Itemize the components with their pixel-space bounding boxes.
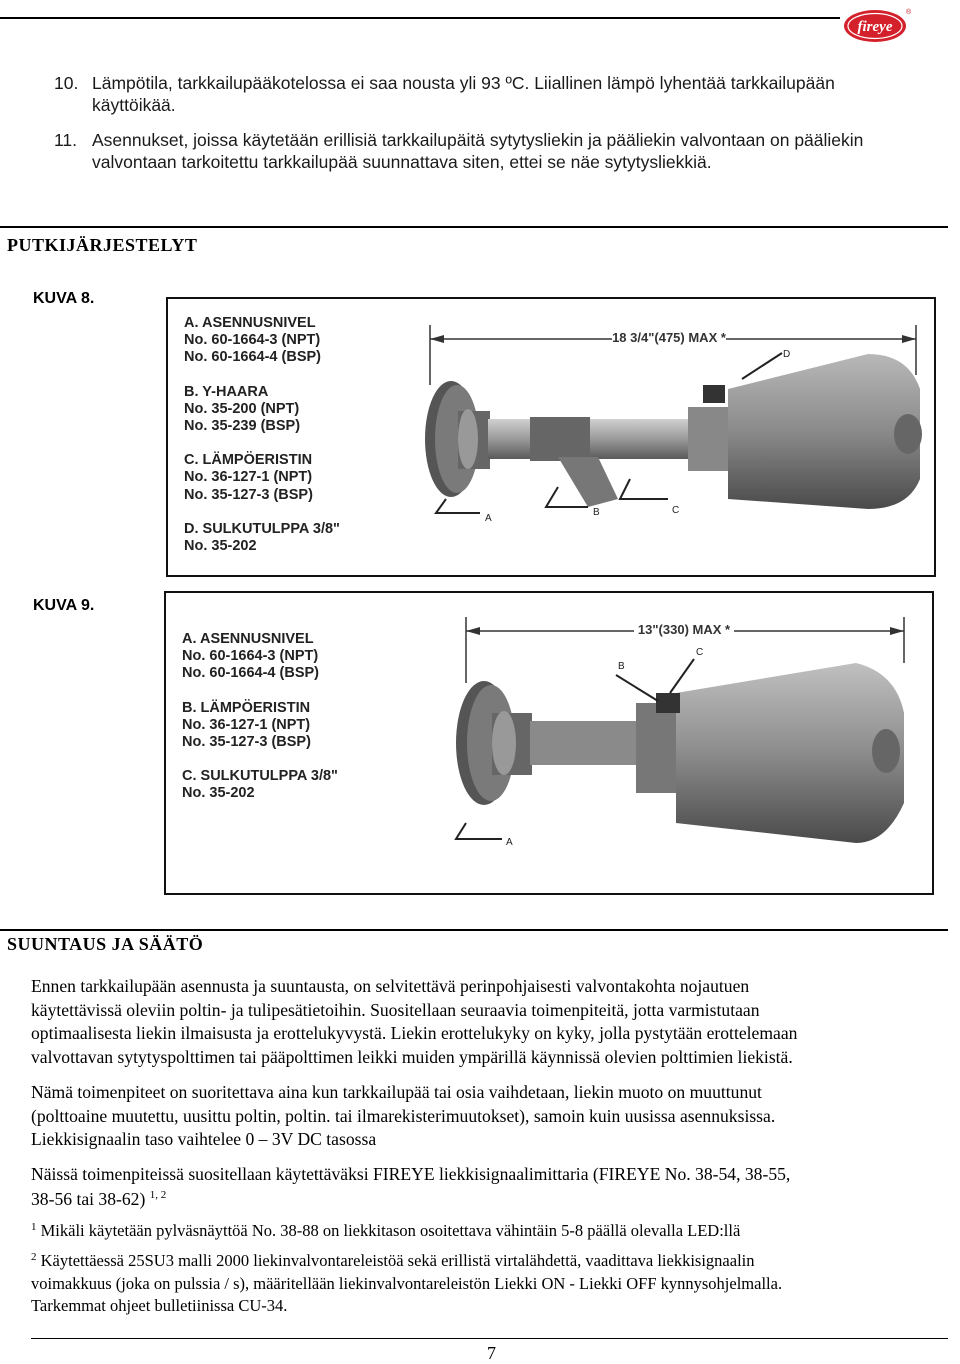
svg-text:B: B [618, 661, 625, 672]
svg-text:13"(330) MAX *: 13"(330) MAX * [637, 622, 731, 637]
footnote-ref: 1, 2 [149, 1188, 167, 1201]
footnote-text: voimakkuus (joka on pulssia / s), määritellään liekinvalvontareleistön Liekki ON - Liekki OFF kynnysohjelmalla. [31, 1273, 783, 1293]
text-line: (polttoaine muutettu, uusittu poltin, poltin. tai ilmarekisterimuutokset), samoin kuin uusissa asennuksissa. [31, 1105, 776, 1126]
part-title: B. LÄMPÖERISTIN [182, 699, 311, 716]
text-line [31, 1188, 960, 1212]
section-title-suuntaus: SUUNTAUS JA SÄÄTÖ [7, 934, 204, 954]
svg-text:A: A [506, 837, 513, 848]
part-number: No. 60-1664-4 (BSP) [184, 349, 321, 366]
part-number: No. 35-127-3 (BSP) [182, 734, 311, 751]
part-number: No. 60-1664-3 (NPT) [182, 648, 319, 665]
part-number: No. 35-202 [184, 538, 257, 555]
svg-text:C: C [672, 505, 680, 516]
text-line: Ennen tarkkailupään asennusta ja suuntausta, on selvitettävä perinpohjaisesti valvontakohta nojautuen [31, 976, 750, 996]
part-number: No. 60-1664-4 (BSP) [182, 665, 319, 682]
section-title-putkijarjestelyt: PUTKIJÄRJESTELYT [7, 235, 198, 255]
figure-9 [164, 591, 934, 895]
svg-text:fireye: fireye [857, 19, 893, 35]
part-title: B. Y-HAARA [184, 383, 269, 400]
section-rule [0, 929, 948, 931]
text-line: optimaalisesta liekin ilmaisusta ja erottelukyvystä. Liekin erottelukyky on kyky, jolla pystytään erottelemaan [31, 1023, 798, 1044]
part-title: C. LÄMPÖERISTIN [184, 452, 313, 469]
svg-text:C: C [696, 647, 704, 658]
part-number: No. 36-127-1 (NPT) [182, 716, 311, 733]
text-line: valvottavan sytytyspolttimen tai pääpolttimen leikki muiden ympärillä käynnissä olevien polttimien liekistä. [31, 1046, 793, 1067]
text-line: käytettävissä oleviin poltin- ja tulipesätietoihin. Suositellaan seuraavia toimenpiteitä, jotta varmistutaan [31, 999, 760, 1020]
part-title: D. SULKUTULPPA 3/8" [184, 520, 340, 537]
figure-8 [166, 297, 936, 577]
list-text-line: valvontaan tarkoitettu tarkkailupää suunnattava siten, ettei se näe sytytysliekkiä. [92, 152, 712, 172]
part-number: No. 60-1664-3 (NPT) [184, 332, 321, 349]
footnote-line [31, 1250, 951, 1273]
part-number: No. 35-239 (BSP) [184, 418, 301, 435]
footnote-text: Tarkemmat ohjeet bulletiinissa CU-34. [31, 1296, 288, 1315]
svg-text:18 3/4"(475) MAX *: 18 3/4"(475) MAX * [612, 330, 726, 345]
footnote-1 [31, 1220, 951, 1243]
text-line: Nämä toimenpiteet on suoritettava aina kun tarkkailupää tai osia vaihdetaan, liekin muoto on muuttunut [31, 1082, 762, 1102]
part-number: No. 35-200 (NPT) [184, 400, 300, 417]
svg-text:®: ® [906, 9, 912, 16]
list-text-line: Asennukset, joissa käytetään erillisiä tarkkailupäitä sytytysliekin ja pääliekin valvontaan on pääliekin [92, 130, 864, 150]
footnote-mark: 2 [31, 1251, 37, 1263]
section-rule [0, 226, 948, 228]
part-title: C. SULKUTULPPA 3/8" [182, 768, 338, 785]
header-rule [0, 17, 840, 19]
footnote-2 [31, 1250, 951, 1318]
svg-text:D: D [783, 349, 791, 360]
text-line: Näissä toimenpiteissä suositellaan käytettäväksi FIREYE liekkisignaalimittaria (FIREYE No. 38-54, 38-55, [31, 1164, 791, 1184]
list-text-line: käyttöikää. [92, 95, 176, 115]
part-number: No. 35-127-3 (BSP) [184, 486, 313, 503]
figure-9-drawing [166, 593, 932, 893]
text-line: Liekkisignaalin taso vaihtelee 0 – 3V DC tasossa [31, 1129, 377, 1150]
footnote-text: Käytettäessä 25SU3 malli 2000 liekinvalvontareleistöä sekä erillistä virtalähdettä, vaadittava liekkisignaalin [40, 1251, 755, 1270]
footnote-text: Mikäli käytetään pylväsnäyttöä No. 38-88 on liekkitason osoitettava vähintäin 5-8 päällä olevalla LED:llä [40, 1221, 741, 1240]
text-span: 38-56 tai 38-62) [31, 1188, 146, 1209]
list-text-line: Lämpötila, tarkkailupääkotelossa ei saa nousta yli 93 ºC. Liiallinen lämpö lyhentää tarkkailupään [92, 73, 835, 93]
figure-9-label: KUVA 9. [33, 597, 95, 614]
figure-8-drawing [168, 299, 934, 575]
footer-rule [31, 1338, 948, 1339]
part-title: A. ASENNUSNIVEL [182, 631, 314, 647]
svg-text:A: A [485, 513, 492, 524]
footnote-mark: 1 [31, 1221, 37, 1233]
part-title: A. ASENNUSNIVEL [184, 315, 316, 331]
paragraph-1 [31, 975, 960, 1069]
paragraph-3 [31, 1163, 960, 1211]
part-number: No. 36-127-1 (NPT) [184, 469, 313, 486]
part-number: No. 35-202 [182, 785, 255, 802]
page-number: 7 [487, 1343, 496, 1363]
list-number: 10. [54, 73, 79, 93]
list-number: 11. [54, 130, 78, 150]
fireye-logo [842, 6, 912, 44]
figure-8-label: KUVA 8. [33, 290, 95, 307]
paragraph-2 [31, 1081, 960, 1152]
svg-text:B: B [593, 507, 600, 518]
